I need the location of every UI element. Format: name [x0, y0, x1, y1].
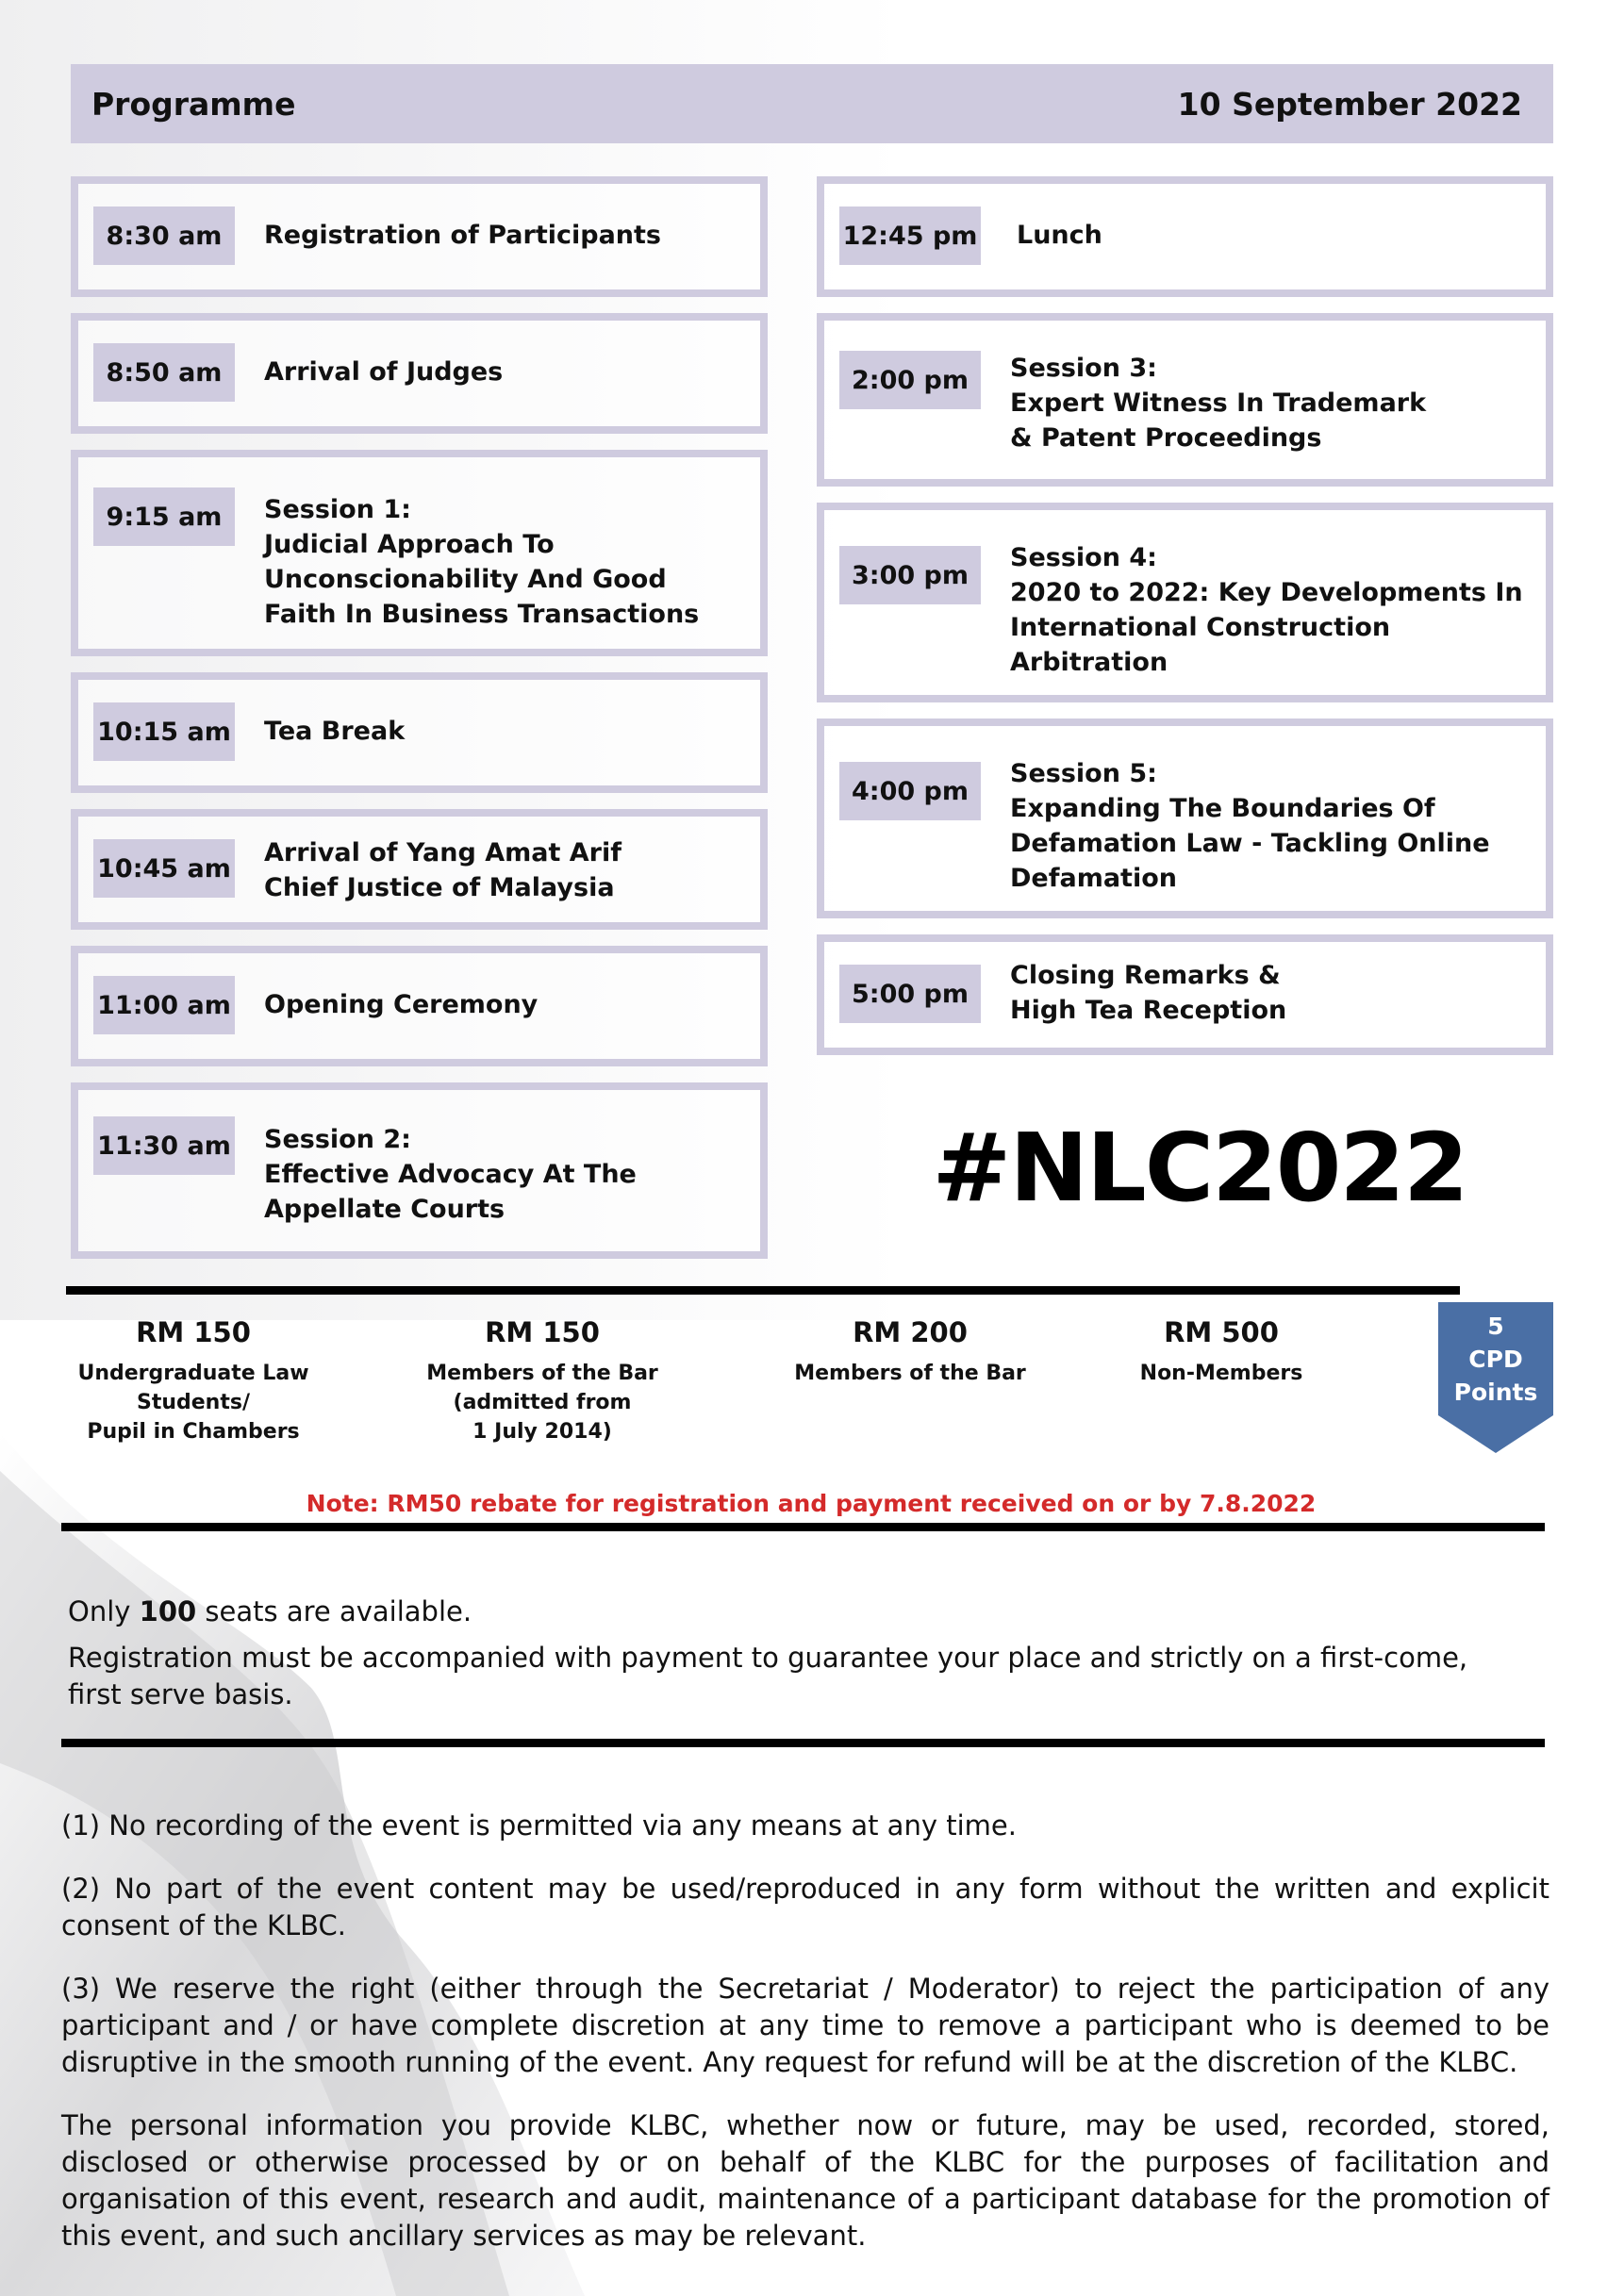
- slot-time: 4:00 pm: [839, 762, 981, 820]
- event-date: 10 September 2022: [1177, 85, 1522, 123]
- programme-title: Programme: [91, 85, 296, 123]
- slot-time: 10:45 am: [93, 839, 235, 898]
- fee-members-new: [396, 1313, 688, 1446]
- registration-terms: Registration must be accompanied with payment to guarantee your place and strictly on a first-come, first serve basis.: [68, 1642, 1468, 1710]
- slot-title: Lunch: [1017, 221, 1102, 250]
- seats-availability: Only 100 seats are available.: [68, 1595, 472, 1627]
- schedule-slot-tea-break: [71, 672, 768, 793]
- event-hashtag: #NLC2022: [932, 1113, 1467, 1223]
- schedule-slot-lunch: [817, 176, 1553, 297]
- slot-title: Session 4: 2020 to 2022: Key Developments In International Construction Arbitration: [1010, 543, 1523, 677]
- seats-info: [68, 1594, 1520, 1723]
- schedule-slot-session-1: [71, 450, 768, 656]
- privacy-statement: The personal information you provide KLBC, whether now or future, may be used, recorded, stored, disclosed or otherwise processed by or on behalf of the KLBC for the purposes of facilitation and organisation of this event, research and audit, maintenance of a participant database for the promotion of this event, and such ancillary services as may be relevant.: [61, 2109, 1549, 2252]
- cpd-text: 5 CPD Points: [1453, 1313, 1538, 1406]
- fees-top-rule: [66, 1286, 1460, 1295]
- fee-label: Members of the Bar: [794, 1362, 1026, 1385]
- fee-members: [764, 1313, 1056, 1388]
- fee-non-members: [1085, 1313, 1358, 1388]
- slot-time: 11:30 am: [93, 1116, 235, 1175]
- term-item: (2) No part of the event content may be used/reproduced in any form without the written and explicit consent of the KLBC.: [61, 1873, 1549, 1941]
- schedule-slot-registration: [71, 176, 768, 297]
- fee-label: Non-Members: [1139, 1362, 1303, 1385]
- slot-title: Session 5: Expanding The Boundaries Of Defamation Law - Tackling Online Defamation: [1010, 759, 1490, 893]
- slot-time: 3:00 pm: [839, 546, 981, 604]
- schedule-slot-session-4: [817, 503, 1553, 702]
- slot-time: 8:30 am: [93, 206, 235, 265]
- schedule-slot-session-2: [71, 1082, 768, 1259]
- fee-amount: RM 500: [1164, 1316, 1279, 1348]
- fees-bottom-rule: [61, 1523, 1545, 1531]
- schedule-slot-session-3: [817, 313, 1553, 487]
- slot-time: 11:00 am: [93, 976, 235, 1034]
- fee-amount: RM 150: [485, 1316, 600, 1348]
- slot-title: Arrival of Judges: [264, 357, 504, 387]
- fee-amount: RM 200: [853, 1316, 968, 1348]
- slot-title: Opening Ceremony: [264, 990, 539, 1019]
- schedule-slot-session-5: [817, 719, 1553, 918]
- slot-time: 12:45 pm: [839, 206, 981, 265]
- fee-amount: RM 150: [136, 1316, 251, 1348]
- slot-title: Registration of Participants: [264, 221, 661, 250]
- slot-title: Arrival of Yang Amat Arif Chief Justice of Malaysia: [264, 838, 621, 902]
- slot-time: 5:00 pm: [839, 965, 981, 1023]
- slot-time: 10:15 am: [93, 702, 235, 761]
- fee-undergraduate: [52, 1313, 335, 1446]
- cpd-points-badge: [1438, 1302, 1553, 1453]
- slot-time: 8:50 am: [93, 343, 235, 402]
- seats-count: 100: [139, 1595, 197, 1627]
- schedule-slot-arrival-judges: [71, 313, 768, 434]
- slot-time: 2:00 pm: [839, 351, 981, 409]
- slot-time: 9:15 am: [93, 487, 235, 546]
- schedule-slot-opening-ceremony: [71, 946, 768, 1066]
- schedule-slot-closing: [817, 934, 1553, 1055]
- slot-title: Session 2: Effective Advocacy At The Appellate Courts: [264, 1125, 637, 1224]
- slot-title: Closing Remarks & High Tea Reception: [1010, 961, 1287, 1025]
- term-item: (1) No recording of the event is permitted via any means at any time.: [61, 1809, 1017, 1842]
- slot-title: Tea Break: [264, 717, 406, 746]
- terms-top-rule: [61, 1739, 1545, 1747]
- slot-title: Session 3: Expert Witness In Trademark & Patent Proceedings: [1010, 354, 1427, 453]
- rebate-note: Note: RM50 rebate for registration and payment received on or by 7.8.2022: [306, 1490, 1317, 1517]
- schedule-slot-arrival-chief-justice: [71, 809, 768, 930]
- programme-header: [71, 64, 1553, 143]
- fee-label: Undergraduate Law Students/ Pupil in Chambers: [77, 1362, 309, 1444]
- fee-label: Members of the Bar (admitted from 1 July 2014): [426, 1362, 658, 1444]
- slot-title: Session 1: Judicial Approach To Unconscionability And Good Faith In Business Transactions: [264, 495, 700, 629]
- term-item: (3) We reserve the right (either through the Secretariat / Moderator) to reject the participation of any participant and / or have complete discretion at any time to remove a participant who is deemed to be disruptive in the smooth running of the event. Any request for refund will be at the discretion of the KLBC.: [61, 1973, 1549, 2078]
- terms-section: [61, 1808, 1549, 2281]
